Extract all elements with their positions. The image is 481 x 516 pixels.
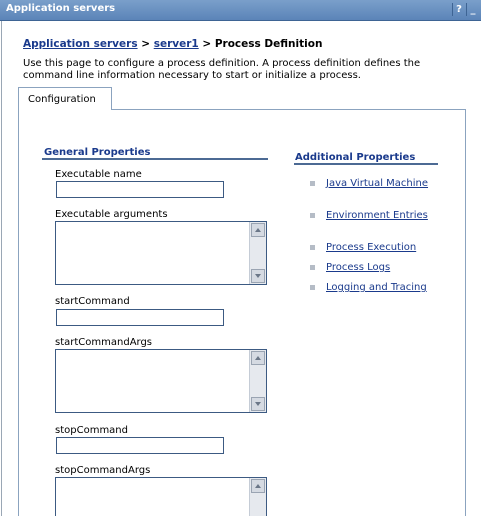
start-command-label: startCommand: [55, 296, 130, 307]
breadcrumb: [23, 38, 322, 50]
stop-command-args-field: [55, 477, 267, 516]
bullet-icon: [310, 181, 315, 186]
stop-command-label: stopCommand: [55, 425, 128, 436]
scroll-up-icon[interactable]: [251, 223, 265, 237]
bullet-icon: [310, 213, 315, 218]
minimize-button[interactable]: _: [466, 3, 479, 16]
executable-name-input[interactable]: [56, 181, 224, 198]
scrollbar[interactable]: [249, 350, 266, 412]
link-java-virtual-machine[interactable]: Java Virtual Machine: [326, 178, 429, 189]
link-process-execution[interactable]: Process Execution: [326, 242, 417, 253]
scrollbar[interactable]: [249, 222, 266, 284]
executable-name-label: Executable name: [55, 169, 142, 180]
stop-command-args-textarea[interactable]: [56, 478, 248, 516]
general-properties-rule: [42, 158, 268, 160]
link-environment-entries[interactable]: Environment Entries: [326, 210, 428, 221]
scrollbar[interactable]: [249, 478, 266, 516]
tab-label: Configuration: [28, 94, 96, 105]
help-button[interactable]: ?: [452, 3, 465, 16]
scroll-down-icon[interactable]: [251, 397, 265, 411]
executable-arguments-textarea[interactable]: [56, 222, 248, 284]
tab-configuration[interactable]: [18, 87, 112, 110]
executable-arguments-field: [55, 221, 267, 285]
bullet-icon: [310, 245, 315, 250]
bullet-icon: [310, 265, 315, 270]
page-description: Use this page to configure a process definition. A process definition defines the command line information necessary to start or initialize a process.: [23, 58, 421, 81]
left-border: [1, 21, 2, 516]
scroll-up-icon[interactable]: [251, 351, 265, 365]
additional-properties-title: Additional Properties: [295, 152, 416, 163]
breadcrumb-link-application-servers[interactable]: Application servers: [23, 38, 138, 50]
bullet-icon: [310, 285, 315, 290]
scroll-down-icon[interactable]: [251, 269, 265, 283]
breadcrumb-link-server1[interactable]: server1: [153, 38, 199, 50]
start-command-args-label: startCommandArgs: [55, 337, 153, 348]
start-command-args-textarea[interactable]: [56, 350, 248, 412]
stop-command-input[interactable]: [56, 437, 224, 454]
title-bar: [0, 0, 481, 21]
breadcrumb-separator: >: [202, 38, 212, 50]
start-command-args-field: [55, 349, 267, 413]
stop-command-args-label: stopCommandArgs: [55, 465, 151, 476]
general-properties-title: General Properties: [44, 147, 151, 158]
start-command-input[interactable]: [56, 309, 224, 326]
additional-properties-rule: [294, 163, 438, 165]
breadcrumb-current: Process Definition: [214, 38, 323, 50]
scroll-up-icon[interactable]: [251, 479, 265, 493]
executable-arguments-label: Executable arguments: [55, 209, 168, 220]
link-logging-and-tracing[interactable]: Logging and Tracing: [326, 282, 427, 293]
breadcrumb-separator: >: [141, 38, 151, 50]
window-title: Application servers: [6, 3, 116, 14]
link-process-logs[interactable]: Process Logs: [326, 262, 391, 273]
